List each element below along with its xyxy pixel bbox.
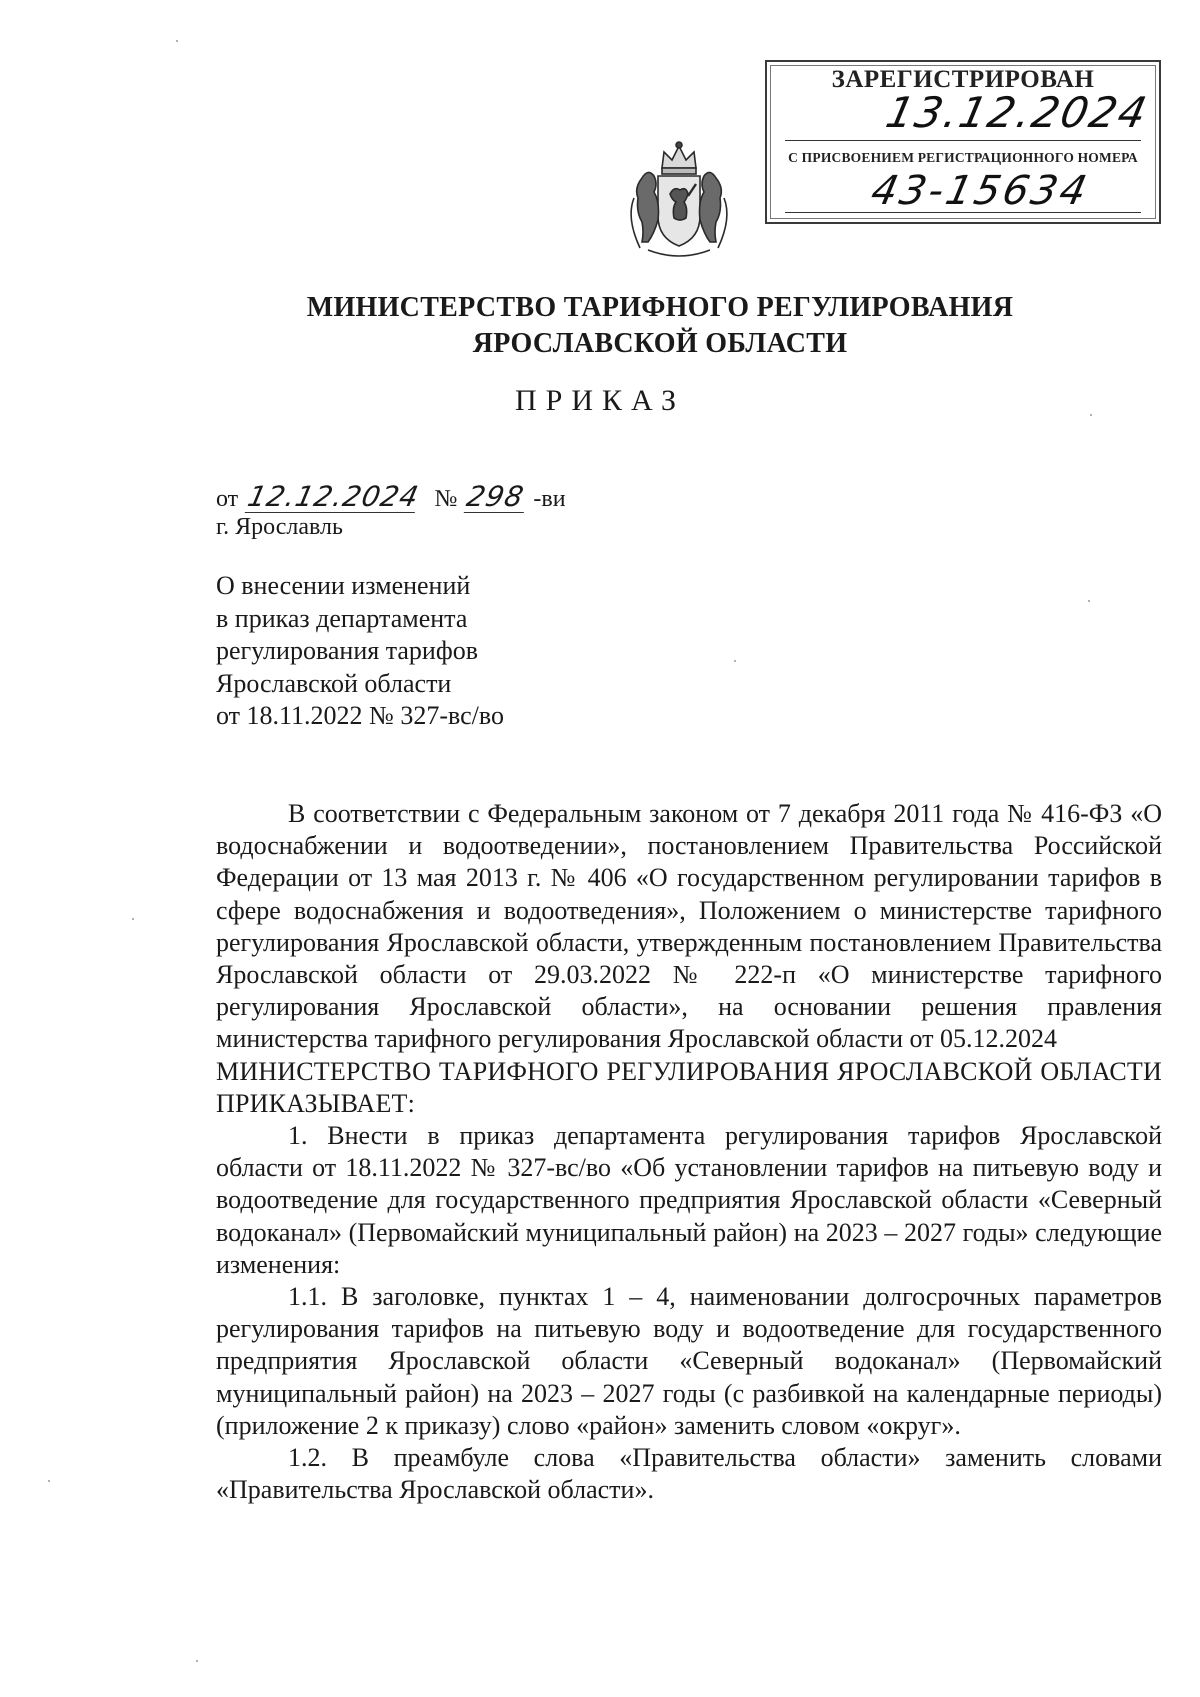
- order-subject: [216, 570, 504, 733]
- order-number: 298: [464, 482, 531, 513]
- order-number-suffix: -ви: [533, 486, 566, 512]
- order-date-number-line: [216, 482, 566, 513]
- scan-speck: [176, 40, 178, 42]
- item-1-1-paragraph: 1.1. В заголовке, пунктах 1 – 4, наименовании долгосрочных параметров регулирования тарифов на питьевую воду и водоотведение для государственного предприятия Ярославской области «Северный водоканал» (Первомайский муниципальный район) на 2023 – 2027 годы (с разбивкой на календарные периоды) (приложение 2 к приказу) слово «район» заменить словом «округ».: [216, 1282, 1162, 1440]
- subject-line: О внесении изменений: [216, 571, 471, 600]
- subject-line: регулирования тарифов: [216, 636, 478, 665]
- scan-speck: [132, 918, 134, 920]
- order-body: [216, 798, 1162, 1506]
- order-date: 12.12.2024: [244, 480, 423, 513]
- from-label: от: [216, 486, 239, 512]
- registration-stamp: [765, 60, 1161, 224]
- scan-speck: [1090, 414, 1092, 416]
- preamble-paragraph: В соответствии с Федеральным законом от 7 декабря 2011 года № 416-ФЗ «О водоснабжении и водоотведении», постановлением Правительства Российской Федерации от 13 мая 2013 г. № 406 «О государственном регулировании тарифов в сфере водоснабжения и водоотведения», Положением о министерстве тарифного регулирования Ярославской области, утвержденным постановлением Правительства Ярославской области от 29.03.2022 № 222-п «О министерстве тарифного регулирования Ярославской области», на основании решения правления министерства тарифного регулирования Ярославской области от 05.12.2024: [216, 799, 1162, 1054]
- city: г. Ярославль: [216, 514, 343, 540]
- ministry-name-line-1: МИНИСТЕРСТВО ТАРИФНОГО РЕГУЛИРОВАНИЯ: [306, 292, 1014, 323]
- stamp-divider: [785, 140, 1141, 141]
- stamp-divider: [785, 212, 1141, 213]
- orders-statement: МИНИСТЕРСТВО ТАРИФНОГО РЕГУЛИРОВАНИЯ ЯРОСЛАВСКОЙ ОБЛАСТИ ПРИКАЗЫВАЕТ:: [216, 1056, 1162, 1118]
- stamp-title: ЗАРЕГИСТРИРОВАН: [831, 66, 1095, 93]
- subject-line: Ярославской области: [216, 668, 452, 698]
- stamp-subtitle: С ПРИСВОЕНИЕМ РЕГИСТРАЦИОННОГО НОМЕРА: [788, 150, 1138, 165]
- document-type-title: ПРИКАЗ: [515, 384, 685, 417]
- subject-line: в приказ департамента: [216, 603, 468, 633]
- coat-of-arms-icon: [612, 138, 746, 266]
- scan-speck: [196, 1660, 198, 1662]
- stamp-registration-date: 13.12.2024: [881, 88, 1153, 137]
- number-label: №: [434, 486, 458, 512]
- scan-speck: [48, 1480, 50, 1482]
- subject-line: от 18.11.2022 № 327-вс/во: [216, 701, 505, 730]
- stamp-registration-number: 43-15634: [867, 168, 1094, 214]
- ministry-name-line-2: ЯРОСЛАВСКОЙ ОБЛАСТИ: [472, 328, 848, 359]
- item-1-paragraph: 1. Внести в приказ департамента регулирования тарифов Ярославской области от 18.11.2022 № 327-вс/во «Об установлении тарифов на питьевую воду и водоотведение для государственного предприятия Ярославской области «Северный водоканал» (Первомайский муниципальный район) на 2023 – 2027 годы» следующие изменения:: [216, 1121, 1162, 1279]
- scan-speck: [734, 660, 736, 662]
- item-1-2-paragraph: 1.2. В преамбуле слова «Правительства области» заменить словами «Правительства Ярославской области».: [216, 1443, 1162, 1505]
- scan-speck: [1088, 600, 1090, 602]
